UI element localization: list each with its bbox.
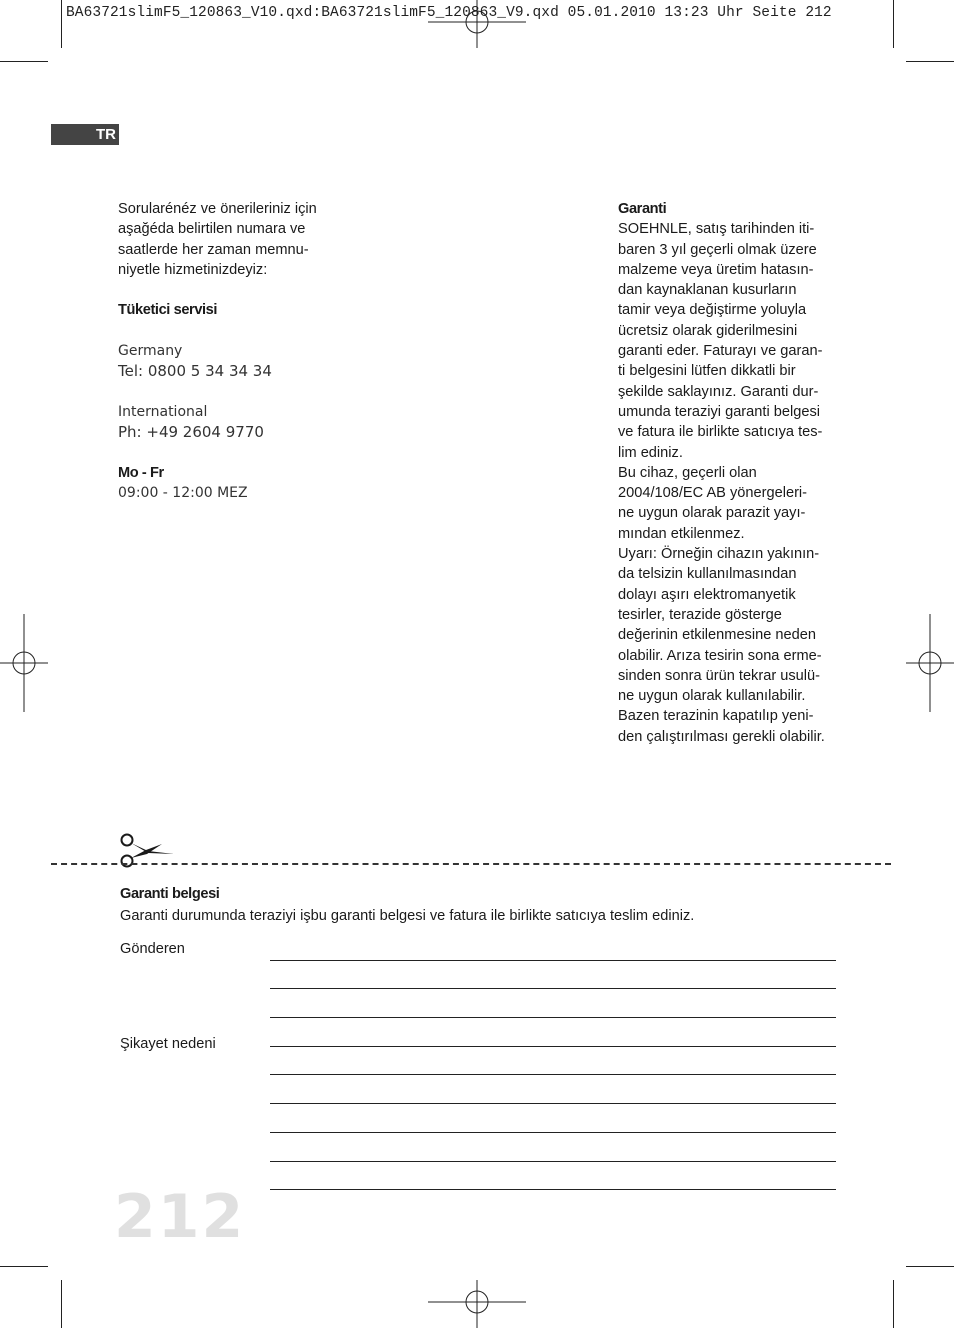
form-description: Garanti durumunda teraziyi işbu garanti belgesi ve fatura ile birlikte satıcıya teslim ediniz. (120, 908, 695, 924)
language-code: TR (96, 126, 116, 143)
germany-phone: Tel: 0800 5 34 34 34 (118, 362, 272, 381)
service-title: Tüketici servisi (118, 302, 218, 319)
complaint-line[interactable] (270, 1132, 836, 1133)
complaint-line[interactable] (270, 1161, 836, 1162)
intro-line: aşağéda belirtilen numara ve (118, 221, 306, 238)
warranty-line: olabilir. Arıza tesirin sona erme- (618, 647, 822, 664)
sender-line[interactable] (270, 1017, 836, 1018)
complaint-line[interactable] (270, 1046, 836, 1047)
warranty-line: ne uygun olarak parazit yayı- (618, 505, 806, 522)
warranty-title: Garanti (618, 201, 667, 217)
warranty-line: Bazen terazinin kapatılıp yeni- (618, 708, 814, 725)
sender-line[interactable] (270, 988, 836, 989)
warranty-line: garanti eder. Faturayı ve garan- (618, 343, 823, 360)
warranty-line: baren 3 yıl geçerli olmak üzere (618, 241, 817, 258)
warranty-line: dolayı aşırı elektromanyetik (618, 586, 796, 603)
contact-column (118, 199, 378, 503)
cut-line (51, 863, 891, 865)
complaint-label: Şikayet nedeni (120, 1036, 216, 1052)
intro-line: Sorularénéz ve önerileriniz için (118, 201, 317, 217)
international-phone: Ph: +49 2604 9770 (118, 423, 264, 442)
warranty-line: SOEHNLE, satış tarihinden iti- (618, 221, 815, 238)
warranty-line: değerinin etkilenmesine neden (618, 627, 816, 644)
warranty-line: tamir veya değiştirme yoluyla (618, 302, 807, 319)
warranty-line: ücretsiz olarak giderilmesini (618, 322, 798, 339)
warranty-line: ti belgesini lütfen dikkatli bir (618, 363, 796, 380)
warranty-line: malzeme veya üretim hatasın- (618, 261, 814, 278)
warranty-line: dan kaynaklanan kusurların (618, 282, 797, 299)
warranty-line: 2004/108/EC AB yönergeleri- (618, 485, 808, 502)
language-tab (51, 124, 119, 145)
warranty-line: da telsizin kullanılmasından (618, 566, 797, 583)
warranty-line: ve fatura ile birlikte satıcıya tes- (618, 424, 823, 441)
warranty-line: Uyarı: Örneğin cihazın yakının- (618, 546, 820, 563)
intro-line: niyetle hizmetinizdeyiz: (118, 261, 268, 278)
sender-label: Gönderen (120, 941, 185, 957)
sender-line[interactable] (270, 960, 836, 961)
warranty-line: mından etkilenmez. (618, 525, 745, 542)
warranty-line: ne uygun olarak kullanılabilir. (618, 688, 806, 705)
warranty-line: şekilde saklayınız. Garanti dur- (618, 383, 819, 400)
intro-line: saatlerde her zaman memnu- (118, 241, 309, 258)
warranty-line: den çalıştırılması gerekli olabilir. (618, 728, 825, 745)
form-title: Garanti belgesi (120, 886, 220, 902)
registration-mark-right (906, 614, 954, 712)
germany-label: Germany (118, 343, 183, 360)
warranty-line: lim ediniz. (618, 444, 683, 461)
registration-mark-top (428, 0, 526, 48)
international-label: International (118, 403, 208, 420)
warranty-column (618, 199, 858, 747)
registration-mark-bottom (428, 1280, 526, 1328)
complaint-line[interactable] (270, 1103, 836, 1104)
complaint-line[interactable] (270, 1074, 836, 1075)
warranty-line: tesirler, terazide gösterge (618, 606, 782, 623)
warranty-line: Bu cihaz, geçerli olan (618, 464, 757, 481)
hours: 09:00 - 12:00 MEZ (118, 485, 248, 502)
warranty-line: sinden sonra ürün tekrar usulü- (618, 667, 820, 684)
page-number: 212 (114, 1182, 246, 1252)
hours-title: Mo - Fr (118, 464, 164, 481)
complaint-line[interactable] (270, 1189, 836, 1190)
registration-mark-left (0, 614, 48, 712)
file-info-header: BA63721slimF5_120863_V10.qxd:BA63721slimF5_120863_V9.qxd 05.01.2010 13:23 Uhr Seite 212 (66, 5, 832, 21)
warranty-line: umunda teraziyi garanti belgesi (618, 403, 820, 420)
